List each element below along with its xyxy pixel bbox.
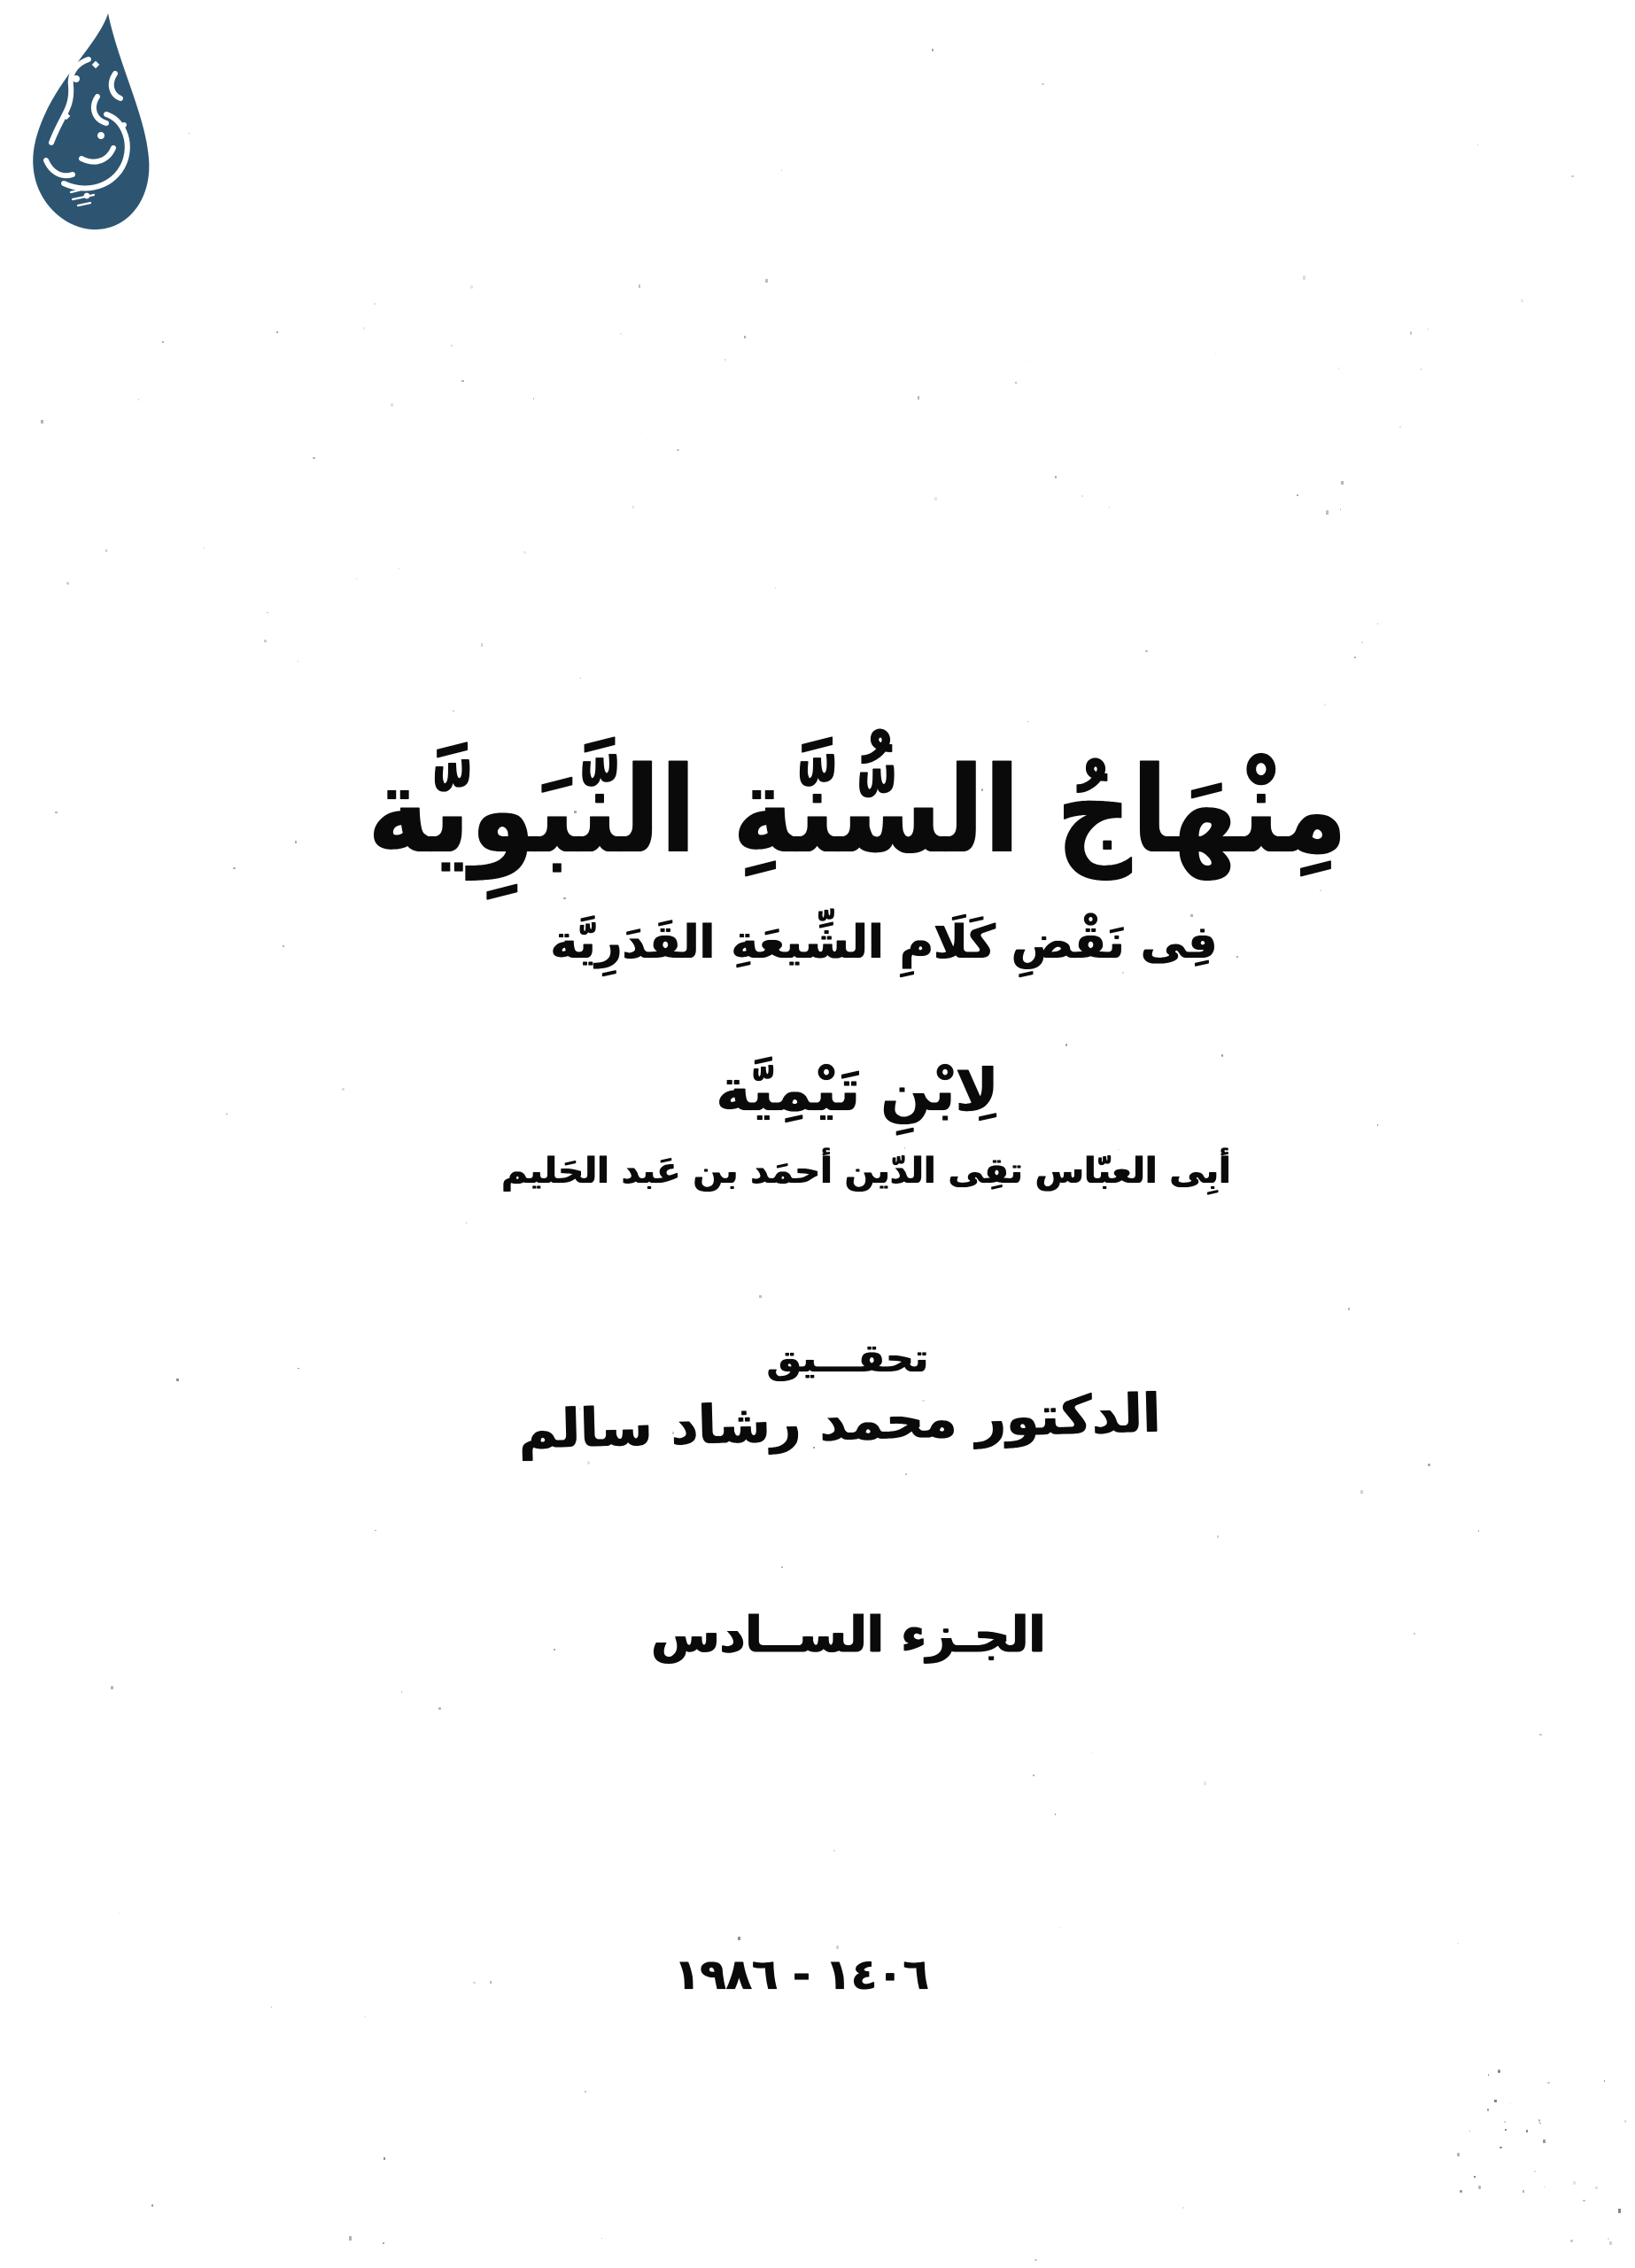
editor-name: الدكتور محمد رشاد سالم [517, 1382, 1162, 1462]
editor-label: تحقـــيق [766, 1336, 929, 1381]
author-full-name: أبِى العبّاس تقِى الدّين أحمَد بن عَبد الحَليم [501, 1151, 1231, 1192]
calligraphy-drop-icon [19, 9, 152, 232]
book-subtitle: فِى نَقْضِ كَلَامِ الشِّيعَةِ القَدَرِيَّة [550, 916, 1218, 969]
publication-date: ١٤٠٦ - ١٩٨٦ [674, 1950, 929, 2000]
publisher-logo [19, 9, 152, 232]
book-title: مِنْهَاجُ السُّنَّةِ النَّبَوِيَّة [367, 740, 1348, 880]
volume-label: الجـزء الســادس [651, 1606, 1046, 1664]
author-byline: لِابْنِ تَيْمِيَّة [716, 1056, 999, 1124]
